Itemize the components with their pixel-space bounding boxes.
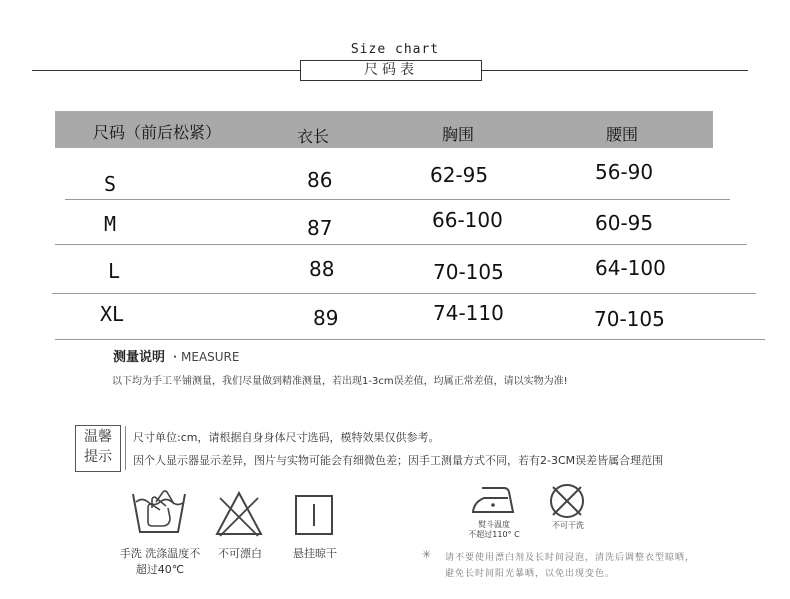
tips-line2: 因个人显示器显示差异，图片与实物可能会有细微色差；因手工测量方式不同，若有2-3CM误差皆属合理范围 <box>133 454 664 467</box>
measure-text: 以下均为手工平铺测量，我们尽量做到精准测量，若出现1-3cm误差值，均属正常差值，请以实物为准! <box>112 376 568 387</box>
title-chinese: 尺码表 <box>300 60 482 81</box>
col-header-size: 尺码（前后松紧） <box>93 123 222 142</box>
tips-label-line1: 温馨 <box>84 429 112 445</box>
table-row-divider <box>65 199 730 200</box>
care-note-mark: ✳ <box>422 548 432 561</box>
iron-label <box>455 520 533 540</box>
col-header-chest: 胸围 <box>442 125 475 144</box>
title-rule-right <box>482 70 748 71</box>
no-bleach-label: 不可漂白 <box>218 547 262 560</box>
measure-heading <box>113 346 239 365</box>
hand-wash-label-line1: 手洗 洗涤温度不 <box>119 547 201 560</box>
table-cell-waist: 70-105 <box>594 307 665 331</box>
tips-divider <box>125 426 126 470</box>
table-cell-waist: 60-95 <box>595 211 654 235</box>
hang-dry-label: 悬挂晾干 <box>293 547 337 560</box>
col-header-length: 衣长 <box>297 127 330 146</box>
table-cell-chest: 74-110 <box>433 301 504 325</box>
hand-wash-icon <box>130 488 188 536</box>
table-cell-chest: 70-105 <box>433 260 504 284</box>
tips-label <box>75 425 121 472</box>
table-cell-length: 89 <box>313 306 339 330</box>
table-cell-size: S <box>104 172 117 196</box>
table-cell-length: 87 <box>307 216 333 240</box>
care-note-line2: 避免长时间阳光暴晒，以免出现变色。 <box>445 569 616 579</box>
hand-wash-label <box>110 545 210 577</box>
hang-dry-icon <box>294 494 334 536</box>
table-row-divider <box>52 293 756 294</box>
no-dry-clean-icon <box>548 482 586 520</box>
no-bleach-icon <box>214 490 264 538</box>
iron-label-line2: 不超过110° C <box>468 530 520 539</box>
no-dry-clean-label: 不可干洗 <box>552 521 584 530</box>
table-cell-size: M <box>104 212 117 236</box>
care-note-line1: 请不要使用漂白剂及长时间浸泡，清洗后调整衣型晾晒， <box>445 553 696 563</box>
table-row-divider <box>55 244 747 245</box>
table-cell-waist: 56-90 <box>595 160 654 184</box>
iron-label-line1: 熨斗温度 <box>478 520 510 529</box>
measure-title: 测量说明 <box>113 350 166 365</box>
iron-icon <box>470 484 516 516</box>
table-cell-size: L <box>108 259 121 283</box>
col-header-waist: 腰围 <box>606 125 639 144</box>
table-row-divider <box>55 339 765 340</box>
table-cell-chest: 62-95 <box>430 163 489 187</box>
care-note <box>445 550 695 582</box>
tips-line1: 尺寸单位:cm，请根据自身身体尺寸选码，模特效果仅供参考。 <box>133 431 440 444</box>
title-english: Size chart <box>350 42 440 57</box>
table-cell-length: 88 <box>309 257 335 281</box>
title-rule-left <box>32 70 300 71</box>
hand-wash-label-line2: 超过40℃ <box>135 563 185 576</box>
table-cell-size: XL <box>100 302 125 326</box>
table-cell-length: 86 <box>307 168 333 192</box>
table-cell-chest: 66-100 <box>432 208 503 232</box>
tips-label-line2: 提示 <box>84 449 112 465</box>
measure-title-en: ・MEASURE <box>169 350 240 364</box>
table-cell-waist: 64-100 <box>595 256 666 280</box>
